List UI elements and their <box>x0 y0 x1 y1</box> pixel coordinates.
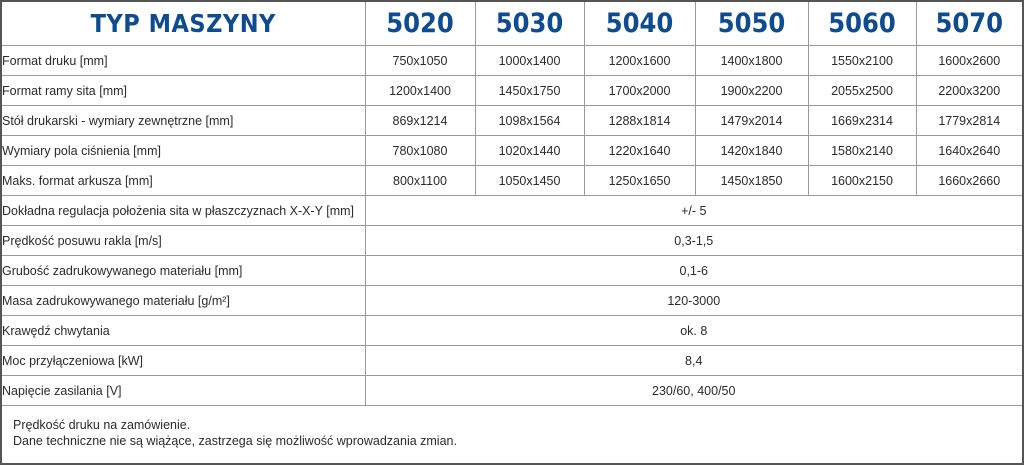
table-cell: 750x1050 <box>365 46 475 76</box>
row-label: Dokładna regulacja położenia sita w płaszczyznach X-X-Y [mm] <box>2 196 365 226</box>
table-cell: 869x1214 <box>365 106 475 136</box>
table-cell: 1220x1640 <box>584 136 695 166</box>
table-cell: 800x1100 <box>365 166 475 196</box>
table-cell: 1660x2660 <box>916 166 1022 196</box>
row-label: Prędkość posuwu rakla [m/s] <box>2 226 365 256</box>
model-header-5040: 5040 <box>584 2 695 46</box>
table-cell: 2200x3200 <box>916 76 1022 106</box>
table-row <box>2 346 1022 376</box>
table-cell: 1700x2000 <box>584 76 695 106</box>
table-cell: 1400x1800 <box>695 46 808 76</box>
row-label: Krawędź chwytania <box>2 316 365 346</box>
table-cell: 1600x2600 <box>916 46 1022 76</box>
table-cell: 1580x2140 <box>808 136 916 166</box>
footnotes <box>2 406 1022 449</box>
row-label: Wymiary pola ciśnienia [mm] <box>2 136 365 166</box>
table-cell: 1669x2314 <box>808 106 916 136</box>
table-row <box>2 46 1022 76</box>
table-cell-common: ok. 8 <box>365 316 1022 346</box>
table-cell-common: 0,3-1,5 <box>365 226 1022 256</box>
row-label: Format druku [mm] <box>2 46 365 76</box>
table-row <box>2 166 1022 196</box>
table-row <box>2 286 1022 316</box>
table-cell: 1479x2014 <box>695 106 808 136</box>
table-cell: 1200x1600 <box>584 46 695 76</box>
model-header-5060: 5060 <box>808 2 916 46</box>
model-header-5050: 5050 <box>695 2 808 46</box>
footnote-line: Dane techniczne nie są wiążące, zastrzega się możliwość wprowadzania zmian. <box>13 434 457 448</box>
table-row <box>2 106 1022 136</box>
table-row <box>2 256 1022 286</box>
header-row <box>2 2 1022 46</box>
row-label: Moc przyłączeniowa [kW] <box>2 346 365 376</box>
table-cell: 1450x1750 <box>475 76 584 106</box>
table-row <box>2 136 1022 166</box>
row-label: Napięcie zasilania [V] <box>2 376 365 406</box>
table-cell: 1640x2640 <box>916 136 1022 166</box>
table-cell-common: 0,1-6 <box>365 256 1022 286</box>
table-row <box>2 226 1022 256</box>
spec-table <box>2 2 1022 406</box>
table-row <box>2 196 1022 226</box>
table-cell: 1098x1564 <box>475 106 584 136</box>
table-cell: 1420x1840 <box>695 136 808 166</box>
table-cell: 1200x1400 <box>365 76 475 106</box>
table-cell: 1600x2150 <box>808 166 916 196</box>
table-cell: 1050x1450 <box>475 166 584 196</box>
footnote-line: Prędkość druku na zamówienie. <box>13 418 191 432</box>
row-label: Masa zadrukowywanego materiału [g/m²] <box>2 286 365 316</box>
table-cell: 1779x2814 <box>916 106 1022 136</box>
table-cell: 1020x1440 <box>475 136 584 166</box>
table-cell-common: 120-3000 <box>365 286 1022 316</box>
table-row <box>2 76 1022 106</box>
row-label: Maks. format arkusza [mm] <box>2 166 365 196</box>
model-header-5070: 5070 <box>916 2 1022 46</box>
table-row <box>2 316 1022 346</box>
model-header-5030: 5030 <box>475 2 584 46</box>
table-cell-common: +/- 5 <box>365 196 1022 226</box>
table-cell: 1000x1400 <box>475 46 584 76</box>
table-cell: 1900x2200 <box>695 76 808 106</box>
table-cell: 2055x2500 <box>808 76 916 106</box>
row-label: Grubość zadrukowywanego materiału [mm] <box>2 256 365 286</box>
table-cell: 780x1080 <box>365 136 475 166</box>
table-cell: 1450x1850 <box>695 166 808 196</box>
table-cell: 1550x2100 <box>808 46 916 76</box>
row-label: Format ramy sita [mm] <box>2 76 365 106</box>
table-title: TYP MASZYNY <box>2 2 365 46</box>
table-cell-common: 8,4 <box>365 346 1022 376</box>
table-cell-common: 230/60, 400/50 <box>365 376 1022 406</box>
row-label: Stół drukarski - wymiary zewnętrzne [mm] <box>2 106 365 136</box>
model-header-5020: 5020 <box>365 2 475 46</box>
table-row <box>2 376 1022 406</box>
table-cell: 1250x1650 <box>584 166 695 196</box>
table-cell: 1288x1814 <box>584 106 695 136</box>
